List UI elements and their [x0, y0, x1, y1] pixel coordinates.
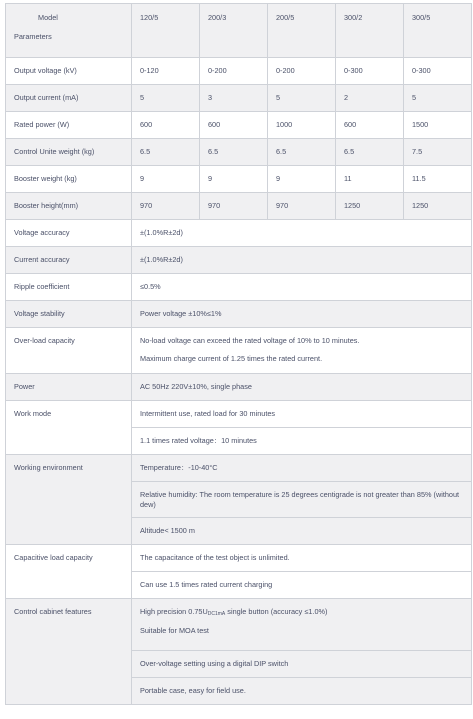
table-row	[6, 328, 472, 374]
table-cell: 0-200	[268, 58, 336, 85]
precision-line: High precision $0.75U_{DC1mA}$ single button (accuracy ≤1.0%)	[140, 607, 328, 617]
table-cell: 5	[132, 85, 200, 112]
table-cell: Relative humidity: The room temperature is 25 degrees centigrade is not greater than 85% (without dew)	[132, 482, 472, 518]
row-label: Ripple coefficient	[6, 274, 132, 301]
row-label: Booster weight (kg)	[6, 166, 132, 193]
table-cell: 6.5	[268, 139, 336, 166]
row-label: Capacitive load capacity	[6, 545, 132, 599]
row-label: Booster height(mm)	[6, 193, 132, 220]
row-label: Voltage stability	[6, 301, 132, 328]
table-cell: ±(1.0%R±2d)	[132, 247, 472, 274]
table-row	[6, 58, 472, 85]
table-cell: Over-voltage setting using a digital DIP switch	[132, 651, 472, 678]
table-cell: 9	[200, 166, 268, 193]
spec-table	[5, 3, 472, 705]
table-cell: 2	[336, 85, 404, 112]
table-cell: 600	[132, 112, 200, 139]
row-label: Working environment	[6, 455, 132, 545]
table-cell: 970	[200, 193, 268, 220]
row-label: Work mode	[6, 401, 132, 455]
row-label: Power	[6, 374, 132, 401]
table-cell: 5	[404, 85, 472, 112]
table-cell: The capacitance of the test object is unlimited.	[132, 545, 472, 572]
table-cell: 1000	[268, 112, 336, 139]
table-cell: 6.5	[200, 139, 268, 166]
table-row	[6, 247, 472, 274]
parameters-label: Parameters	[14, 31, 52, 41]
table-cell: 5	[268, 85, 336, 112]
table-cell: 600	[200, 112, 268, 139]
table-row	[6, 455, 472, 482]
table-cell: 0-300	[336, 58, 404, 85]
table-cell: Temperature：-10-40°C	[132, 455, 472, 482]
moa-line: Suitable for MOA test	[140, 626, 209, 635]
table-row	[6, 301, 472, 328]
table-cell: 9	[268, 166, 336, 193]
row-label: Control cabinet features	[6, 599, 132, 705]
table-cell: 6.5	[132, 139, 200, 166]
table-cell: 970	[268, 193, 336, 220]
table-cell: 600	[336, 112, 404, 139]
table-cell: Power voltage ±10%≤1%	[132, 301, 472, 328]
row-label: Output voltage (kV)	[6, 58, 132, 85]
table-cell: Altitude< 1500 m	[132, 518, 472, 545]
table-row	[6, 599, 472, 651]
table-cell: Portable case, easy for field use.	[132, 678, 472, 705]
table-row	[6, 166, 472, 193]
row-label: Voltage accuracy	[6, 220, 132, 247]
row-label: Rated power (W)	[6, 112, 132, 139]
row-label: Over-load capacity	[6, 328, 132, 374]
table-row	[6, 85, 472, 112]
table-cell	[132, 328, 472, 374]
table-cell: 0-120	[132, 58, 200, 85]
model-header: 200/3	[200, 4, 268, 58]
model-header: 300/2	[336, 4, 404, 58]
table-row	[6, 401, 472, 428]
table-cell	[132, 599, 472, 651]
header-row	[6, 4, 472, 58]
table-cell: Intermittent use, rated load for 30 minutes	[132, 401, 472, 428]
header-corner-cell	[6, 4, 132, 58]
table-cell: AC 50Hz 220V±10%, single phase	[132, 374, 472, 401]
table-cell: 9	[132, 166, 200, 193]
table-row	[6, 193, 472, 220]
table-cell: Can use 1.5 times rated current charging	[132, 572, 472, 599]
model-label: Model	[38, 12, 58, 22]
table-row	[6, 545, 472, 572]
table-cell: 1250	[404, 193, 472, 220]
model-header: 300/5	[404, 4, 472, 58]
table-cell: 3	[200, 85, 268, 112]
table-cell: 0-200	[200, 58, 268, 85]
table-cell: 1500	[404, 112, 472, 139]
table-cell: 1.1 times rated voltage：10 minutes	[132, 428, 472, 455]
table-cell: 11.5	[404, 166, 472, 193]
table-row	[6, 112, 472, 139]
table-row	[6, 220, 472, 247]
table-cell: 6.5	[336, 139, 404, 166]
row-label: Current accuracy	[6, 247, 132, 274]
table-row	[6, 139, 472, 166]
table-cell: 11	[336, 166, 404, 193]
model-header: 200/5	[268, 4, 336, 58]
table-cell: 7.5	[404, 139, 472, 166]
table-row	[6, 274, 472, 301]
table-row	[6, 374, 472, 401]
table-cell: 1250	[336, 193, 404, 220]
row-label: Output current (mA)	[6, 85, 132, 112]
overload-line: No-load voltage can exceed the rated voltage of 10% to 10 minutes.	[140, 336, 360, 345]
table-cell: 970	[132, 193, 200, 220]
table-cell: ≤0.5%	[132, 274, 472, 301]
model-header: 120/5	[132, 4, 200, 58]
row-label: Control Unite weight (kg)	[6, 139, 132, 166]
table-cell: 0-300	[404, 58, 472, 85]
table-cell: ±(1.0%R±2d)	[132, 220, 472, 247]
overload-line: Maximum charge current of 1.25 times the rated current.	[140, 354, 323, 363]
